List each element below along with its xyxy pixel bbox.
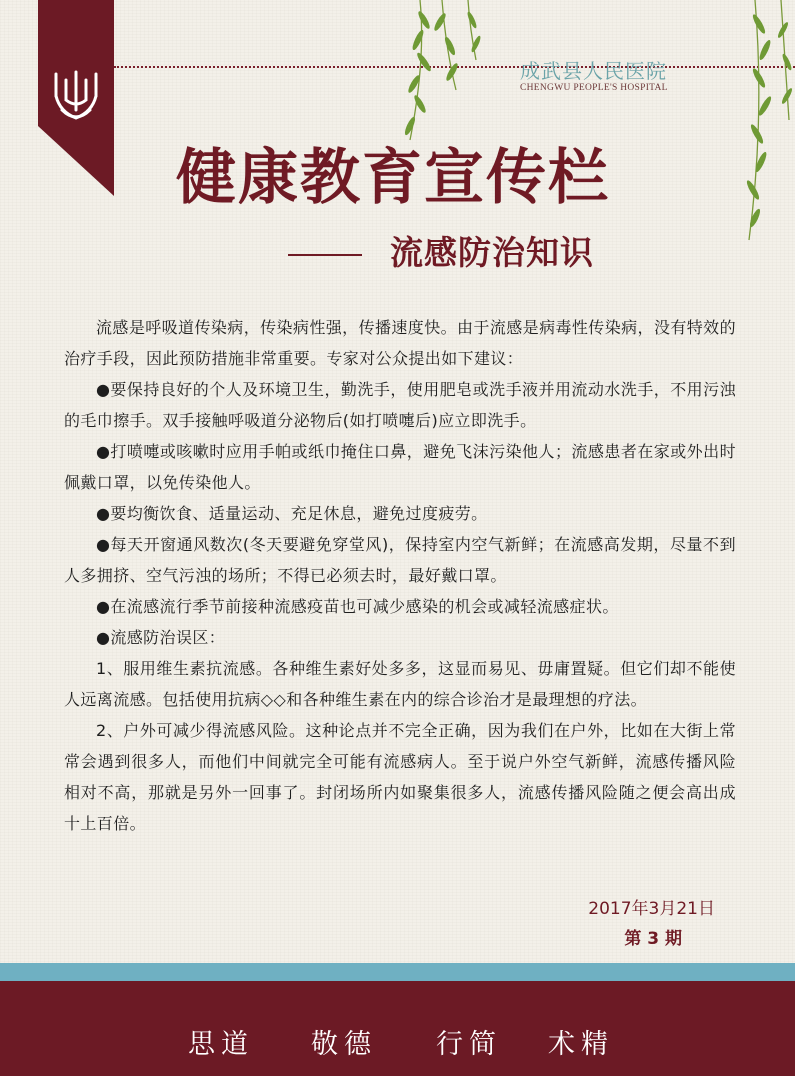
hospital-name-en: CHENGWU PEOPLE'S HOSPITAL bbox=[520, 83, 668, 93]
motto-item: 敬德 bbox=[311, 1029, 377, 1060]
issue-number: 第 3 期 bbox=[624, 929, 682, 949]
subtitle-dash bbox=[288, 254, 362, 256]
willow-branch-icon bbox=[715, 0, 795, 250]
page-subtitle: 流感防治知识 bbox=[390, 233, 594, 272]
page-title: 健康教育宣传栏 bbox=[176, 143, 610, 213]
article-paragraph: ●要保持良好的个人及环境卫生，勤洗手，使用肥皂或洗手液并用流动水洗手，不用污浊的毛巾擦手。双手接触呼吸道分泌物后(如打喷嚏后)应立即洗手。 bbox=[64, 380, 736, 430]
article-paragraph: ●流感防治误区： bbox=[96, 628, 226, 647]
article-body bbox=[64, 312, 736, 839]
motto-item: 思道 bbox=[188, 1029, 254, 1060]
hospital-name: 成武县人民医院 bbox=[520, 59, 667, 83]
footer-blue-band bbox=[0, 963, 795, 981]
motto-item: 术精 bbox=[548, 1029, 614, 1060]
article-paragraph: 1、服用维生素抗流感。各种维生素好处多多，这显而易见、毋庸置疑。但它们却不能使人远离流感。包括使用抗病◇◇和各种维生素在内的综合诊治才是最理想的疗法。 bbox=[64, 659, 736, 709]
article-paragraph: 2、户外可减少得流感风险。这种论点并不完全正确，因为我们在户外，比如在大街上常常会遇到很多人，而他们中间就完全可能有流感病人。至于说户外空气新鲜，流感传播风险相对不高，那就是另外一回事了。封闭场所内如聚集很多人，流感传播风险随之便会高出成十上百倍。 bbox=[64, 721, 736, 833]
article-paragraph: ●打喷嚏或咳嗽时应用手帕或纸巾掩住口鼻，避免飞沫污染他人；流感患者在家或外出时佩戴口罩，以免传染他人。 bbox=[64, 442, 736, 492]
article-paragraph: ●每天开窗通风数次(冬天要避免穿堂风)，保持室内空气新鲜；在流感高发期，尽量不到人多拥挤、空气污浊的场所；不得已必须去时，最好戴口罩。 bbox=[64, 535, 736, 585]
article-paragraph: ●要均衡饮食、适量运动、充足休息，避免过度疲劳。 bbox=[96, 504, 488, 523]
willow-branch-icon bbox=[380, 0, 490, 150]
footer-bar bbox=[0, 981, 795, 1076]
article-paragraph: 流感是呼吸道传染病，传染病性强，传播速度快。由于流感是病毒性传染病，没有特效的治疗手段，因此预防措施非常重要。专家对公众提出如下建议： bbox=[64, 318, 736, 368]
motto-item: 行简 bbox=[436, 1029, 502, 1060]
article-paragraph: ●在流感流行季节前接种流感疫苗也可减少感染的机会或减轻流感症状。 bbox=[96, 597, 619, 616]
hospital-logo-icon bbox=[50, 66, 102, 124]
publish-date: 2017年3月21日 bbox=[588, 899, 715, 919]
